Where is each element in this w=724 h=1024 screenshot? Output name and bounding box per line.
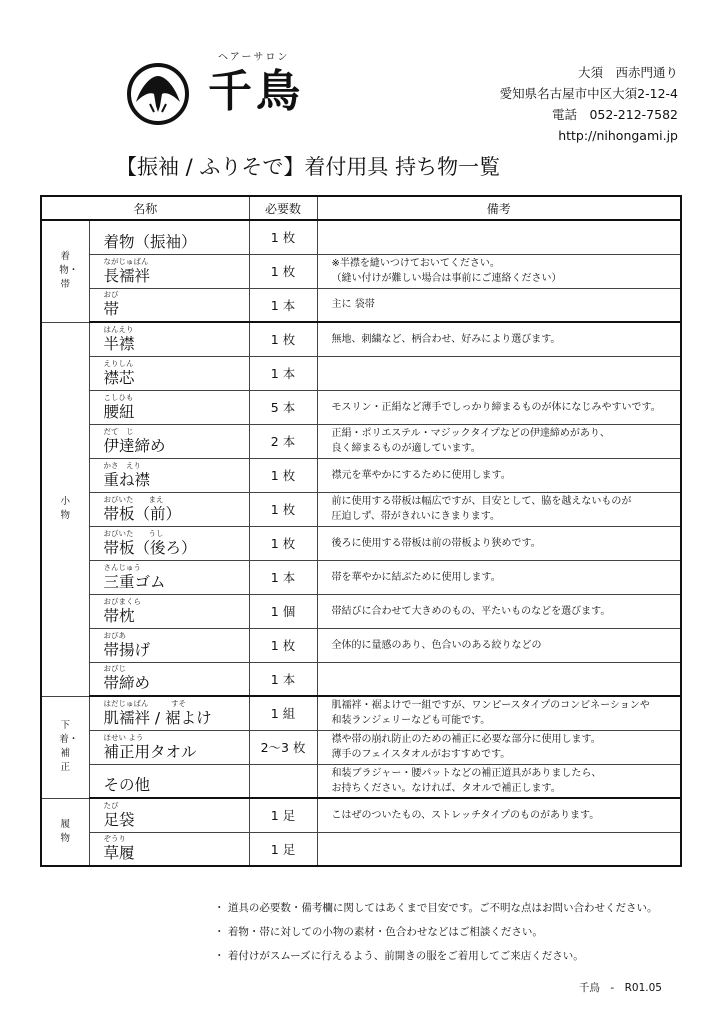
item-ruby: だて じ	[103, 426, 134, 436]
item-note-line: 帯を華やかに結ぶために使用します。	[331, 571, 501, 583]
table-row	[41, 424, 681, 458]
item-note	[317, 764, 681, 798]
item-note-line: 無地、刺繍など、柄合わせ、好みにより選びます。	[331, 333, 561, 345]
item-ruby: ぞうり	[103, 834, 126, 844]
category-label: 小物	[60, 496, 70, 521]
shop-info-line: http://nihongami.jp	[558, 128, 678, 143]
item-name: 腰紐	[103, 402, 135, 421]
item-note-line: 全体的に量感のあり、色合いのある絞りなどの	[331, 639, 542, 651]
item-ruby	[104, 766, 249, 775]
item-qty	[249, 764, 317, 798]
table-row	[41, 322, 681, 356]
item-note-line: こはぜのついたもの、ストレッチタイプのものがあります。	[331, 809, 600, 821]
item-ruby: はんえり	[103, 324, 134, 334]
header-note: 備考	[317, 196, 681, 220]
item-name-cell	[89, 628, 249, 662]
item-qty: 1 本	[249, 356, 317, 390]
items-table	[40, 195, 682, 867]
item-name-cell	[89, 560, 249, 594]
item-note-line: 襟や帯の崩れ防止のための補正に必要な部分に使用します。	[331, 734, 601, 745]
item-qty: 5 本	[249, 390, 317, 424]
shop-info-line: 電話 052-212-7582	[551, 107, 678, 122]
item-qty: 1 本	[249, 288, 317, 322]
category-cell	[41, 322, 89, 696]
item-qty: 1 本	[249, 662, 317, 696]
item-qty: 1 枚	[249, 254, 317, 288]
item-qty: 1 枚	[249, 220, 317, 254]
item-note-line: 正絹・ポリエステル・マジックタイプなどの伊達締めがあり、	[331, 428, 610, 439]
table-row	[41, 832, 681, 866]
item-ruby: おびあ	[103, 630, 126, 640]
item-note	[317, 730, 681, 764]
item-qty: 1 足	[249, 798, 317, 832]
item-note	[317, 254, 681, 288]
item-name-cell	[89, 764, 249, 798]
item-name: 襟芯	[103, 368, 135, 387]
item-ruby: たび	[103, 800, 119, 810]
note-item: ・ 着物・帯に対しての小物の素材・色合わせなどはご相談ください。	[214, 926, 543, 938]
category-cell	[41, 696, 89, 798]
item-qty: 2 本	[249, 424, 317, 458]
table-row	[41, 492, 681, 526]
shop-info	[500, 62, 678, 146]
item-ruby: はだじゅばん すそ	[103, 698, 186, 708]
item-name: 重ね襟	[103, 470, 151, 489]
category-cell	[41, 220, 89, 322]
table-row	[41, 730, 681, 764]
item-name-cell	[89, 526, 249, 560]
logo	[126, 48, 326, 138]
item-note	[317, 594, 681, 628]
category-label: 着物・帯	[59, 251, 79, 291]
item-note	[317, 628, 681, 662]
item-name: 着物（振袖）	[103, 232, 197, 251]
table-row	[41, 288, 681, 322]
table-row	[41, 798, 681, 832]
item-note-line: モスリン・正絹など薄手でしっかり締まるものが体になじみやすいです。	[331, 401, 661, 413]
item-ruby: ながじゅばん	[103, 256, 149, 266]
table-row	[41, 220, 681, 254]
item-note	[317, 424, 681, 458]
item-note	[317, 458, 681, 492]
item-name: 帯	[103, 300, 120, 319]
item-ruby: おびいた まえ	[103, 494, 164, 504]
page-title: 【振袖 / ふりそで】着付用具 持ち物一覧	[116, 155, 501, 179]
item-note	[317, 696, 681, 730]
chidori-bird-icon	[126, 62, 190, 126]
item-note	[317, 832, 681, 866]
item-name-cell	[89, 254, 249, 288]
item-note-line: 後ろに使用する帯板は前の帯板より狭めです。	[331, 537, 541, 549]
item-note	[317, 526, 681, 560]
item-note	[317, 492, 681, 526]
notes-list	[214, 896, 658, 968]
item-name-cell	[89, 458, 249, 492]
item-note-line: 良く締まるものが適しています。	[331, 443, 481, 454]
item-name-cell	[89, 356, 249, 390]
shop-info-line: 大須 西赤門通り	[577, 65, 678, 80]
item-note-line: 薄手のフェイスタオルがおすすめです。	[331, 749, 511, 760]
item-qty: 1 組	[249, 696, 317, 730]
item-name: 草履	[103, 844, 135, 863]
table-header-row	[41, 196, 681, 220]
item-ruby: おび	[103, 290, 119, 300]
item-note	[317, 356, 681, 390]
table-row	[41, 526, 681, 560]
item-ruby: おびいた うし	[103, 528, 164, 538]
item-note-line: 主に 袋帯	[331, 299, 375, 311]
table-row	[41, 594, 681, 628]
table-body	[41, 220, 681, 866]
item-ruby	[104, 223, 249, 232]
item-note-line: 前に使用する帯板は幅広ですが、目安として、脇を越えないものが	[331, 496, 632, 507]
item-name-cell	[89, 220, 249, 254]
item-name: 半襟	[103, 334, 135, 353]
item-ruby: おびまくら	[103, 596, 141, 606]
item-name: 足袋	[103, 810, 135, 829]
item-name: その他	[103, 776, 151, 795]
item-name: 帯揚げ	[103, 640, 151, 659]
table-row	[41, 254, 681, 288]
item-ruby: えりしん	[103, 358, 134, 368]
item-qty: 1 枚	[249, 458, 317, 492]
header-qty: 必要数	[249, 196, 317, 220]
footer-version: 千鳥 - R01.05	[578, 982, 662, 994]
item-name: 三重ゴム	[103, 572, 166, 591]
table-row	[41, 764, 681, 798]
item-note-line: ※半襟を縫いつけておいてください。	[331, 258, 500, 269]
table-row	[41, 390, 681, 424]
table-row	[41, 458, 681, 492]
item-name: 帯板（後ろ）	[103, 538, 197, 557]
table-row	[41, 356, 681, 390]
item-name: 帯板（前）	[103, 504, 182, 523]
item-name-cell	[89, 424, 249, 458]
item-name-cell	[89, 492, 249, 526]
note-item: ・ 着付けがスムーズに行えるよう、前開きの服をご着用してご来店ください。	[214, 950, 584, 962]
table-row	[41, 560, 681, 594]
item-name-cell	[89, 696, 249, 730]
item-qty: 1 枚	[249, 492, 317, 526]
item-name: 帯締め	[103, 674, 151, 693]
category-cell	[41, 798, 89, 866]
item-name: 伊達締め	[103, 436, 166, 455]
item-name: 補正用タオル	[103, 742, 197, 761]
item-note-line: お持ちください。なければ、タオルで補正します。	[331, 782, 561, 794]
category-label: 下着・補正	[59, 720, 79, 773]
logo-kana: ヘアーサロン	[218, 52, 290, 63]
item-name-cell	[89, 832, 249, 866]
table-row	[41, 696, 681, 730]
item-note	[317, 220, 681, 254]
item-note-line: （縫い付けが難しい場合は事前にご連絡ください）	[331, 273, 562, 284]
item-note-line: 帯結びに合わせて大きめのもの、平たいものなどを選びます。	[331, 605, 611, 617]
item-name-cell	[89, 594, 249, 628]
item-note-line: 和装ランジェリーなども可能です。	[331, 715, 491, 727]
item-qty: 1 本	[249, 560, 317, 594]
item-ruby: こしひも	[103, 392, 134, 402]
note-item: ・ 道具の必要数・備考欄に関してはあくまで目安です。ご不明な点はお問い合わせください。	[214, 902, 658, 914]
item-note-line: 和装ブラジャー・腰パットなどの補正道具がありましたら、	[331, 767, 602, 779]
item-qty: 1 枚	[249, 322, 317, 356]
shop-info-line: 愛知県名古屋市中区大須2-12-4	[499, 86, 678, 101]
item-name-cell	[89, 798, 249, 832]
category-label: 履物	[60, 818, 70, 844]
item-name-cell	[89, 288, 249, 322]
item-name: 肌襦袢 / 裾よけ	[103, 708, 212, 727]
item-note-line: 圧迫しず、帯がきれいにきまります。	[331, 511, 500, 522]
header-name: 名称	[41, 196, 249, 220]
item-ruby: さんじゅう	[103, 562, 141, 572]
item-name-cell	[89, 390, 249, 424]
item-ruby: ほせい よう	[103, 732, 144, 742]
item-name: 帯枕	[103, 606, 135, 625]
logo-name: 千鳥	[208, 66, 304, 117]
item-qty: 1 足	[249, 832, 317, 866]
item-name: 長襦袢	[103, 266, 151, 285]
item-note	[317, 560, 681, 594]
item-note	[317, 390, 681, 424]
item-qty: 1 枚	[249, 526, 317, 560]
item-note	[317, 662, 681, 696]
item-note	[317, 288, 681, 322]
item-note	[317, 322, 681, 356]
item-name-cell	[89, 662, 249, 696]
item-ruby: かさ えり	[103, 460, 141, 470]
item-note-line: 襟元を華やかにするために使用します。	[331, 469, 511, 481]
item-ruby: おびじ	[103, 664, 126, 674]
item-note	[317, 798, 681, 832]
item-name-cell	[89, 322, 249, 356]
table-row	[41, 662, 681, 696]
item-name-cell	[89, 730, 249, 764]
item-note-line: 肌襦袢・裾よけで一組ですが、ワンピースタイプのコンビネーションや	[331, 700, 650, 712]
item-qty: 2～3 枚	[249, 730, 317, 764]
item-qty: 1 個	[249, 594, 317, 628]
item-qty: 1 枚	[249, 628, 317, 662]
table-row	[41, 628, 681, 662]
